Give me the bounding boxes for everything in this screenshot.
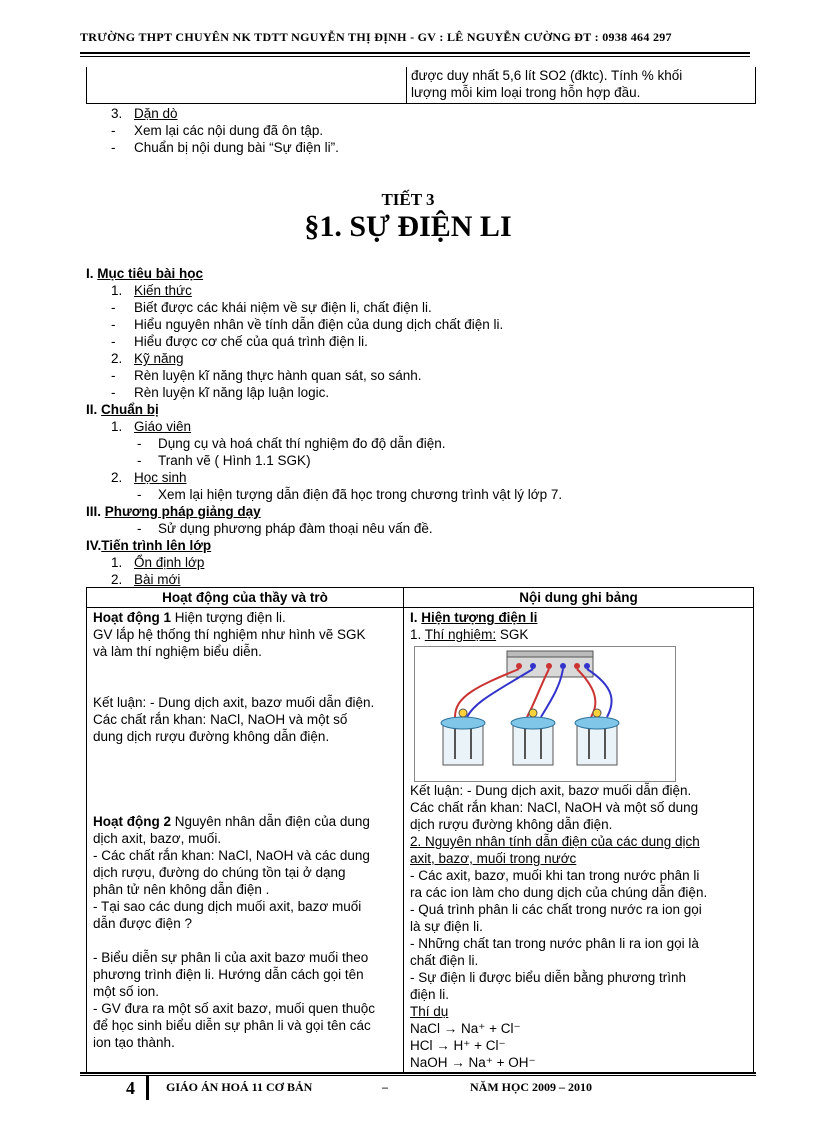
- prep-item: Dụng cụ và hoá chất thí nghiệm đo độ dẫn điện.: [158, 436, 446, 451]
- text-line: dung dịch rượu đường không dẫn điện.: [93, 729, 330, 744]
- bullet-dash: -: [111, 385, 116, 400]
- prep-item: Xem lại hiện tượng dẫn điện đã học trong chương trình vật lý lớp 7.: [158, 487, 563, 502]
- text-line: dẫn được điện ?: [93, 916, 192, 931]
- table-divider: [406, 67, 407, 103]
- board-content-cell: I. Hiện tượng điện li 1. Thí nghiệm: SGK Kết luận: - Dung dịch axit, bazơ muối dẫn điện. Các chất rắn khan: NaCl, NaOH và một số dung dịch rượu đường không dẫn điện. 2. Nguyên nhân tính dẫn điện của các dung dịch axit, bazơ, muối trong nước - Các axit, bazơ, muối khi tan trong nước phân li ra các ion làm cho dung dịch của chúng dẫn điện. - Quá trình phân li các chất trong nước ra ion gọi là sự điện li. - Những chất tan trong nước phân li ra ion gọi là chất điện li. - Sự điện li được biểu diễn bằng phương trình điện li. Thí dụ NaCl → Na⁺ + Cl⁻ HCl → H⁺ + Cl⁻ NaOH → Na⁺ + OH⁻: [404, 608, 754, 1073]
- footer-course: GIÁO ÁN HOÁ 11 CƠ BẢN: [166, 1080, 313, 1094]
- sub-number: 2.: [111, 470, 123, 485]
- sub-number: 1.: [111, 555, 123, 570]
- sub-heading: Ổn định lớp: [134, 555, 205, 570]
- text-line: - Những chất tan trong nước phân li ra ion gọi là: [410, 936, 699, 951]
- conductivity-apparatus-figure: [415, 647, 675, 781]
- section-i-heading: I. Mục tiêu bài học: [86, 266, 204, 281]
- footer-rule: [80, 1072, 756, 1076]
- footer-year: NĂM HỌC 2009 – 2010: [470, 1080, 592, 1094]
- text-line: dịch rượu, đường do chúng tồn tại ở dạng: [93, 865, 346, 880]
- text-line: điện li.: [410, 987, 450, 1002]
- sub-heading: Giáo viên: [134, 419, 192, 434]
- activity-1-title: Hiện tượng điện li.: [171, 610, 286, 625]
- bullet-dash: -: [111, 123, 116, 138]
- bullet-dash: -: [137, 487, 142, 502]
- text-line: phương trình điện li. Hướng dẫn cách gọi tên: [93, 967, 364, 982]
- sub-number: 2.: [111, 351, 123, 366]
- prep-item: Tranh vẽ ( Hình 1.1 SGK): [158, 453, 311, 468]
- lesson-number: TIẾT 3: [381, 190, 435, 209]
- experiment-figure: [414, 646, 676, 782]
- lesson-title: §1. SỰ ĐIỆN LI: [304, 210, 512, 243]
- text-line: - Tại sao các dung dịch muối axit, bazơ muối: [93, 899, 362, 914]
- page-header: TRƯỜNG THPT CHUYÊN NK TDTT NGUYỄN THỊ ĐỊNH - GV : LÊ NGUYỄN CƯỜNG ĐT : 0938 464 297: [80, 30, 672, 44]
- activities-cell: [87, 608, 404, 1073]
- bullet-dash: -: [137, 453, 142, 468]
- bullet-dash: -: [111, 334, 116, 349]
- section-heading-cause: axit, bazơ, muối trong nước: [410, 851, 577, 866]
- dan-do-title: Dặn dò: [134, 106, 178, 121]
- objective-item: Biết được các khái niệm về sự điện li, chất điện li.: [134, 300, 432, 315]
- text-line: - Các chất rắn khan: NaCl, NaOH và các dung: [93, 848, 370, 863]
- text-line: Các chất rắn khan: NaCl, NaOH và một số dung: [410, 800, 699, 815]
- text-line: chất điện li.: [410, 953, 479, 968]
- method-item: Sử dụng phương pháp đàm thoại nêu vấn đề.: [158, 521, 433, 536]
- activity-2-label: Hoạt động 2: [93, 814, 171, 829]
- text-line: Các chất rắn khan: NaCl, NaOH và một số: [93, 712, 348, 727]
- section-heading-phenomenon: Hiện tượng điện li: [421, 610, 538, 625]
- sub-heading: Kiến thức: [134, 283, 192, 298]
- sub-number: 2.: [111, 572, 123, 587]
- skill-item: Rèn luyện kĩ năng thực hành quan sát, so sánh.: [134, 368, 422, 383]
- col-header-board: Nội dung ghi bảng: [404, 588, 754, 608]
- sub-heading: Học sinh: [134, 470, 187, 485]
- equation: HCl → H⁺ + Cl⁻: [410, 1038, 506, 1053]
- text-line: Kết luận: - Dung dịch axit, bazơ muối dẫn điện.: [93, 695, 375, 710]
- bullet-dash: -: [111, 300, 116, 315]
- table-text-line: lượng mỗi kim loại trong hỗn hợp đầu.: [411, 85, 641, 100]
- text-line: là sự điện li.: [410, 919, 483, 934]
- continued-table: [86, 67, 756, 104]
- experiment-label: Thí nghiệm:: [424, 627, 497, 642]
- bullet-dash: -: [111, 317, 116, 332]
- sub-number: 1.: [111, 283, 123, 298]
- section-heading-cause: 2. Nguyên nhân tính dẫn điện của các dung dịch: [410, 834, 700, 849]
- dan-do-heading: [134, 105, 178, 122]
- table-text-line: được duy nhất 5,6 lít SO2 (đktc). Tính % khối: [411, 68, 683, 83]
- equation: NaOH → Na⁺ + OH⁻: [410, 1055, 536, 1070]
- dan-do-item: Xem lại các nội dung đã ôn tập.: [134, 123, 324, 138]
- sub-heading: Kỹ năng: [134, 351, 184, 366]
- skill-item: Rèn luyện kĩ năng lập luận logic.: [134, 385, 330, 400]
- text-line: ra các ion làm cho dung dịch của chúng dẫn điện.: [410, 885, 708, 900]
- dan-do-number: 3.: [111, 106, 123, 121]
- col-header-activities: Hoạt động của thầy và trò: [87, 588, 404, 608]
- text-line: Kết luận: - Dung dịch axit, bazơ muối dẫn điện.: [410, 783, 692, 798]
- dan-do-item: Chuẩn bị nội dung bài “Sự điện li”.: [134, 140, 339, 155]
- bullet-dash: -: [137, 436, 142, 451]
- activity-2-title: Nguyên nhân dẫn điện của dung: [171, 814, 370, 829]
- text-line: GV lắp hệ thống thí nghiệm như hình vẽ SGK: [93, 627, 366, 642]
- example-label: Thí dụ: [410, 1004, 449, 1019]
- objective-item: Hiểu nguyên nhân về tính dẫn điện của dung dịch chất điện li.: [134, 317, 504, 332]
- sub-heading: Bài mới: [134, 572, 181, 587]
- header-rule: [80, 52, 750, 57]
- text-line: phân tử nên không dẫn điện .: [93, 882, 270, 897]
- text-line: để học sinh biểu diễn sự phân li và gọi tên các: [93, 1018, 371, 1033]
- text-line: - GV đưa ra một số axit bazơ, muối quen thuộc: [93, 1001, 376, 1016]
- text-line: dịch rượu đường không dẫn điện.: [410, 817, 613, 832]
- bullet-dash: -: [137, 521, 142, 536]
- bullet-dash: -: [111, 140, 116, 155]
- text-line: một số ion.: [93, 984, 160, 999]
- text-line: - Các axit, bazơ, muối khi tan trong nước phân li: [410, 868, 700, 883]
- text-line: và làm thí nghiệm biểu diễn.: [93, 644, 262, 659]
- page-number: 4: [126, 1078, 135, 1098]
- section-iii-heading: III. Phương pháp giảng dạy: [86, 504, 261, 519]
- text-line: - Quá trình phân li các chất trong nước ra ion gọi: [410, 902, 702, 917]
- section-iv-heading: IV.Tiến trình lên lớp: [86, 538, 212, 553]
- equation: NaCl → Na⁺ + Cl⁻: [410, 1021, 521, 1036]
- footer-dash: –: [382, 1080, 388, 1094]
- activity-1-label: Hoạt động 1: [93, 610, 171, 625]
- sub-number: 1.: [111, 419, 123, 434]
- lesson-table: [86, 587, 754, 1073]
- footer-divider: [146, 1076, 149, 1100]
- text-line: - Biểu diễn sự phân li của axit bazơ muối theo: [93, 950, 369, 965]
- text-line: dịch axit, bazơ, muối.: [93, 831, 222, 846]
- objective-item: Hiểu được cơ chế của quá trình điện li.: [134, 334, 368, 349]
- section-ii-heading: II. Chuẩn bị: [86, 402, 159, 417]
- bullet-dash: -: [111, 368, 116, 383]
- text-line: ion tạo thành.: [93, 1035, 175, 1050]
- text-line: - Sự điện li được biểu diễn bằng phương trình: [410, 970, 686, 985]
